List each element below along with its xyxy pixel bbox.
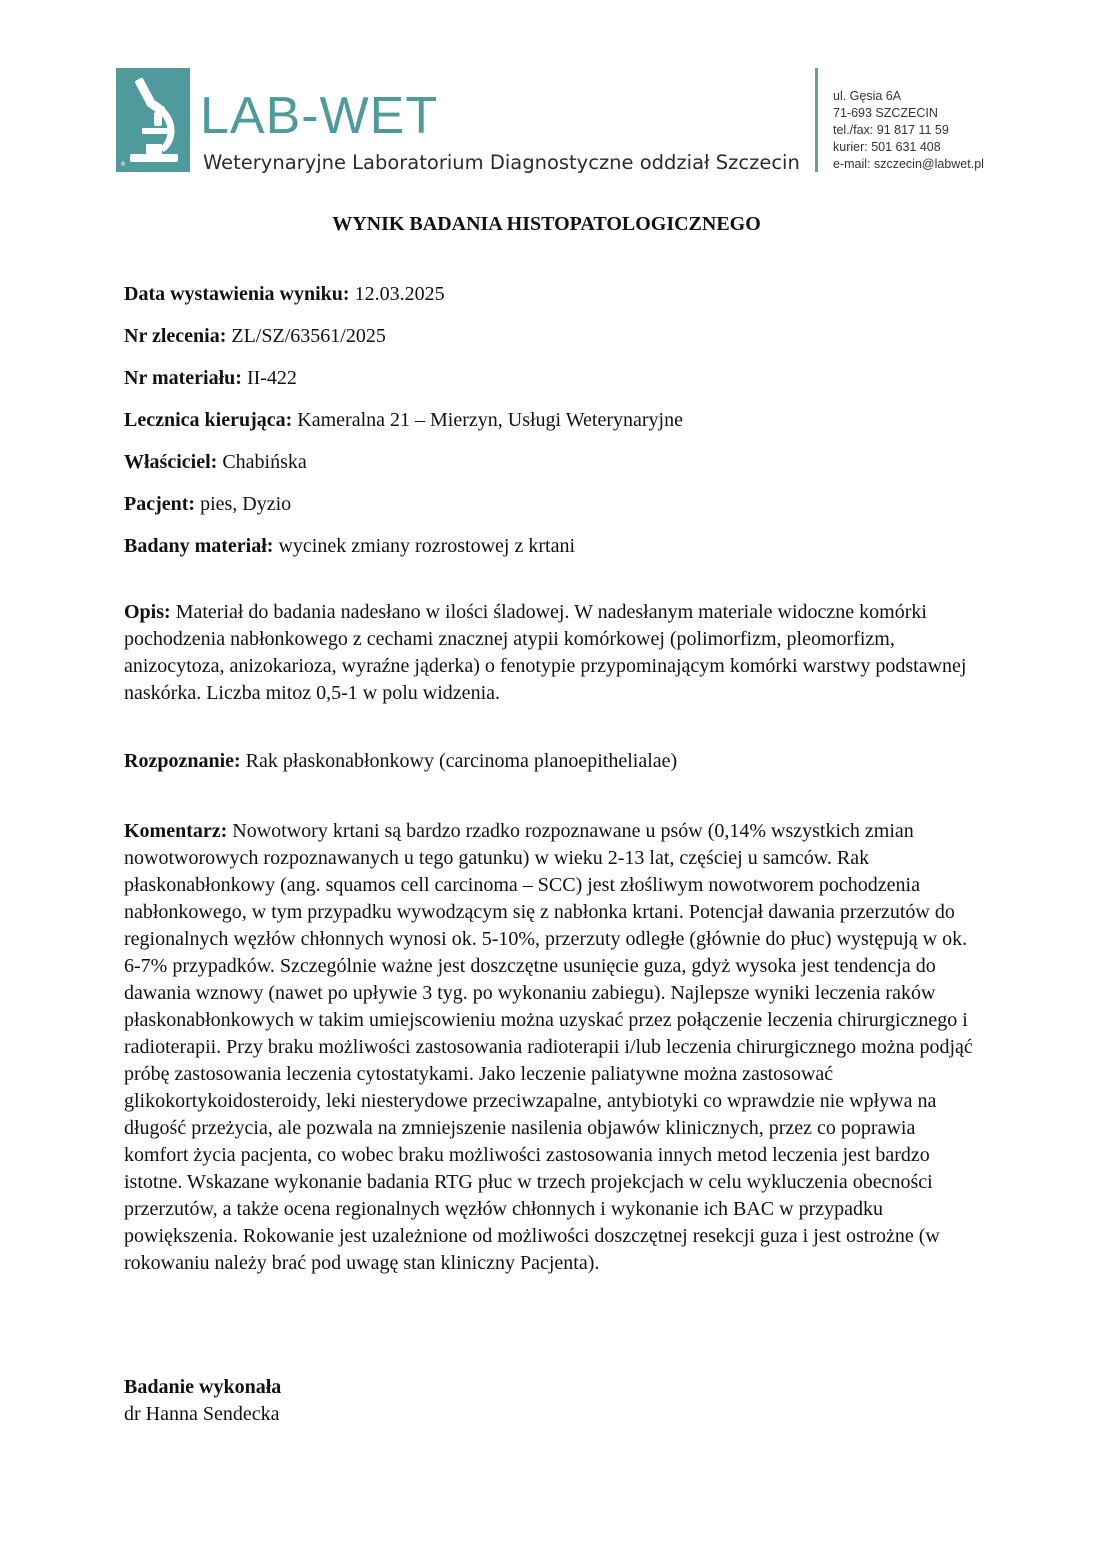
- contact-phone: tel./fax: 91 817 11 59: [833, 123, 949, 137]
- field-label: Nr zlecenia:: [124, 325, 227, 347]
- diagnosis-label: Rozpoznanie:: [124, 750, 241, 772]
- letterhead: [0, 0, 1093, 200]
- contact-email[interactable]: e-mail: szczecin@labwet.pl: [833, 157, 984, 171]
- microscope-icon: [116, 68, 190, 172]
- field-label: Pacjent:: [124, 493, 196, 515]
- description-label: Opis:: [124, 601, 171, 623]
- description-text: Materiał do badania nadesłano w ilości śladowej. W nadesłanym materiale widoczne komórki pochodzenia nabłonkowego z cechami znacznej atypii komórkowej (polimorfizm, pleomorfizm, anizocytoza, anizokarioza, wyraźne jąderka) o fenotypie przypominającym komórki warstwy podstawnej naskórka. Liczba mitoz 0,5-1 w polu widzenia.: [124, 601, 967, 704]
- report-fields: [124, 280, 974, 574]
- contact-address: ul. Gęsia 6A: [833, 89, 902, 103]
- field-owner: [124, 448, 974, 490]
- signature-block: [124, 1374, 281, 1428]
- field-value: 12.03.2025: [349, 283, 445, 305]
- svg-text:®: ®: [120, 161, 126, 168]
- field-value: pies, Dyzio: [195, 493, 292, 515]
- description-section: [124, 599, 974, 707]
- field-examined-material: [124, 532, 974, 574]
- diagnosis-text: Rak płaskonabłonkowy (carcinoma planoepithelialae): [240, 750, 678, 772]
- field-label: Właściciel:: [124, 451, 218, 473]
- signature-name: dr Hanna Sendecka: [124, 1403, 280, 1425]
- comment-label: Komentarz:: [124, 820, 228, 842]
- field-issue-date: [124, 280, 974, 322]
- field-referring-clinic: [124, 406, 974, 448]
- field-label: Badany materiał:: [124, 535, 274, 557]
- diagnosis-section: [124, 748, 974, 775]
- brand-name: LAB-WET: [200, 87, 439, 145]
- field-value: wycinek zmiany rozrostowej z krtani: [273, 535, 575, 557]
- header-divider: [815, 68, 818, 172]
- field-label: Nr materiału:: [124, 367, 242, 389]
- field-material-number: [124, 364, 974, 406]
- signature-label: Badanie wykonała: [124, 1376, 282, 1398]
- field-patient: [124, 490, 974, 532]
- document-title: WYNIK BADANIA HISTOPATOLOGICZNEGO: [332, 213, 761, 235]
- field-value: II-422: [241, 367, 297, 389]
- comment-section: [124, 818, 974, 1277]
- field-order-number: [124, 322, 974, 364]
- brand-subtitle: Weterynaryjne Laboratorium Diagnostyczne oddział Szczecin: [203, 151, 800, 174]
- contact-city: 71-693 SZCZECIN: [833, 106, 938, 120]
- field-value: ZL/SZ/63561/2025: [226, 325, 386, 347]
- field-label: Data wystawienia wyniku:: [124, 283, 350, 305]
- contact-courier: kurier: 501 631 408: [833, 140, 941, 154]
- comment-text: Nowotwory krtani są bardzo rzadko rozpoznawane u psów (0,14% wszystkich zmian nowotworowych rozpoznawanych u tego gatunku) w wieku 2-13 lat, częściej u samców. Rak płaskonabłonkowy (ang. squamos cell carcinoma – SCC) jest złośliwym nowotworem pochodzenia nabłonkowego, w tym przypadku wywodzącym się z nabłonka krtani. Potencjał dawania przerzutów do regionalnych węzłów chłonnych wynosi ok. 5-10%, przerzuty odległe (głównie do płuc) występują w ok. 6-7% przypadków. Szczególnie ważne jest doszczętne usunięcie guza, gdyż wysoka jest tendencja do dawania wznowy (nawet po upływie 3 tyg. po wykonaniu zabiegu). Najlepsze wyniki leczenia raków płaskonabłonkowych w takim umiejscowieniu można uzyskać przez połączenie leczenia chirurgicznego i radioterapii. Przy braku możliwości zastosowania radioterapii i/lub leczenia chirurgicznego można podjąć próbę zastosowania leczenia cytostatykami. Jako leczenie paliatywne można zastosować glikokortykoidosteroidy, leki niesterydowe przeciwzapalne, antybiotyki co wprawdzie nie wpływa na długość przeżycia, ale pozwala na zmniejszenie nasilenia objawów klinicznych, przez co poprawia komfort życia pacjenta, co wobec braku możliwości zastosowania innych metod leczenia jest bardzo istotne. Wskazane wykonanie badania RTG płuc w trzech projekcjach w celu wykluczenia obecności przerzutów, a także ocena regionalnych węzłów chłonnych i wykonanie ich BAC w przypadku powiększenia. Rokowanie jest uzależnione od możliwości doszczętnej resekcji guza i jest ostrożne (w rokowaniu należy brać pod uwagę stan kliniczny Pacjenta).: [124, 820, 973, 1274]
- lab-logo: [116, 68, 190, 172]
- field-value: Kameralna 21 – Mierzyn, Usługi Weterynaryjne: [292, 409, 683, 431]
- contact-block: [833, 88, 984, 173]
- field-value: Chabińska: [217, 451, 307, 473]
- field-label: Lecznica kierująca:: [124, 409, 293, 431]
